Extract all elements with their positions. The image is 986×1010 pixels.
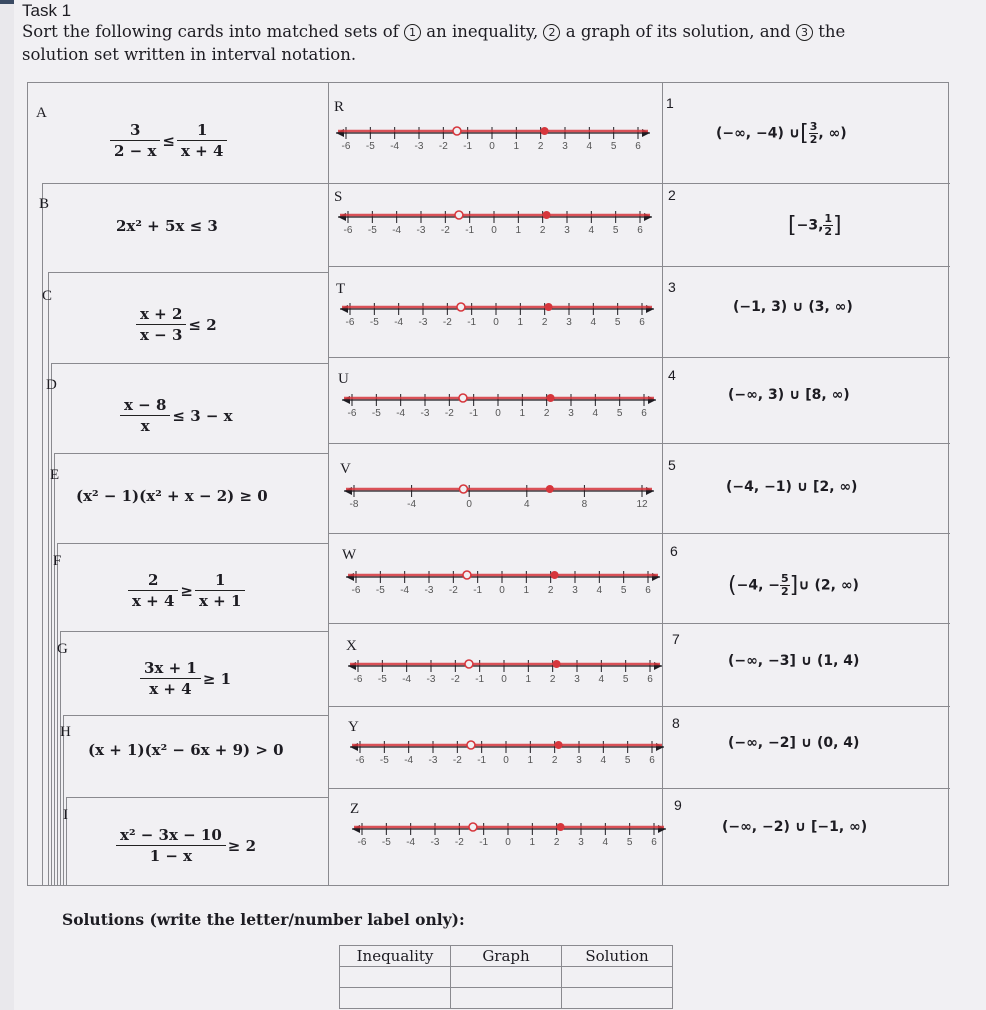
graph-label-W: W	[342, 547, 357, 563]
tick-label: -2	[438, 141, 448, 152]
tick-label: 5	[620, 585, 627, 596]
tick-label: -1	[465, 225, 475, 236]
tick-label: -3	[430, 837, 440, 848]
closed-endpoint	[555, 741, 563, 749]
tick-label: 2	[553, 837, 560, 848]
numerator: 1	[177, 121, 227, 141]
operator: ≤ 3 − x	[172, 406, 233, 425]
bracket: [	[800, 121, 809, 146]
open-endpoint	[463, 571, 471, 579]
tick-label: 5	[624, 755, 631, 766]
open-endpoint	[459, 485, 467, 493]
tick-label: -6	[353, 674, 363, 685]
solution-8: (−∞, −2] ∪ (0, 4)	[728, 735, 860, 751]
solution-number-8: 8	[672, 715, 680, 731]
operator: ≤ 2	[188, 315, 217, 334]
bracket: [	[788, 213, 797, 238]
tick-label: 3	[576, 755, 582, 766]
tick-label: -2	[442, 317, 452, 328]
tick-label: -4	[402, 674, 412, 685]
card-label-D: D	[46, 377, 57, 393]
tick-label: 4	[596, 585, 603, 596]
tick-label: -3	[416, 225, 426, 236]
instructions-line-2: solution set written in interval notation.	[22, 45, 357, 64]
open-endpoint	[459, 394, 467, 402]
tick-label: -4	[394, 317, 404, 328]
solution-1	[716, 121, 847, 146]
tick-label: 6	[647, 674, 653, 685]
tick-label: 1	[523, 585, 530, 596]
tick-label: -6	[355, 755, 365, 766]
tick-label: 4	[524, 499, 530, 510]
tick-label: -2	[444, 408, 454, 419]
denominator: 1 − x	[149, 847, 193, 865]
closed-endpoint	[557, 823, 565, 831]
bracket: ]	[833, 213, 842, 238]
bracket: (	[728, 573, 737, 598]
card-label-A: A	[36, 105, 47, 121]
closed-endpoint	[551, 571, 559, 579]
solution-3: (−1, 3) ∪ (3, ∞)	[733, 299, 853, 315]
tick-label: -5	[375, 585, 385, 596]
tick-label: 3	[572, 585, 578, 596]
tick-label: -3	[428, 755, 438, 766]
operator: ≤	[162, 131, 175, 150]
tick-label: -2	[440, 225, 450, 236]
open-endpoint	[469, 823, 477, 831]
task-title: Task 1	[22, 1, 72, 20]
tick-label: -3	[420, 408, 430, 419]
column-graph: Graph	[451, 946, 562, 967]
column-solution: Solution	[562, 946, 673, 967]
inequality-B: 2x² + 5x ≤ 3	[116, 217, 218, 235]
tick-label: 5	[626, 837, 633, 848]
tick-label: -3	[418, 317, 428, 328]
tick-label: 2	[539, 225, 546, 236]
tick-label: -1	[469, 408, 479, 419]
tick-label: 2	[549, 674, 556, 685]
tick-label: -5	[371, 408, 381, 419]
numerator: 2	[128, 571, 178, 591]
tick-label: 1	[527, 755, 534, 766]
tick-label: -2	[452, 755, 462, 766]
instructions-part-1: an inequality,	[426, 22, 539, 41]
graph-label-R: R	[334, 99, 345, 115]
answer-cell[interactable]	[340, 988, 451, 1009]
closed-endpoint	[547, 394, 555, 402]
tick-label: 0	[489, 141, 495, 152]
numerator: 3	[809, 120, 818, 133]
solution-number-6: 6	[670, 543, 678, 559]
tick-label: 4	[590, 317, 597, 328]
solution-9: (−∞, −2) ∪ [−1, ∞)	[722, 819, 868, 835]
inequality-E: (x² − 1)(x² + x − 2) ≥ 0	[76, 487, 268, 505]
operator: ≥ 2	[227, 836, 257, 855]
tick-label: 4	[588, 225, 595, 236]
solution-number-2: 2	[668, 187, 676, 203]
tick-label: -4	[407, 499, 417, 510]
graph-label-Y: Y	[348, 719, 359, 735]
tick-label: 1	[517, 317, 524, 328]
tick-label: 5	[612, 225, 619, 236]
tick-label: -4	[392, 225, 402, 236]
tick-label: 5	[616, 408, 623, 419]
solution-6	[728, 573, 859, 598]
instructions-part-3: the	[818, 22, 846, 41]
tick-label: 1	[515, 225, 522, 236]
denominator: x + 1	[198, 592, 242, 610]
solution-number-3: 3	[668, 279, 676, 295]
graph-label-Z: Z	[350, 801, 360, 817]
numerator: x² − 3x − 10	[116, 826, 226, 846]
tick-label: -5	[377, 674, 387, 685]
tick-label: 4	[586, 141, 593, 152]
tick-label: -4	[404, 755, 414, 766]
answer-cell[interactable]	[562, 967, 673, 988]
tick-label: -6	[341, 141, 351, 152]
numerator: 5	[781, 572, 789, 585]
tick-label: -5	[369, 317, 379, 328]
tick-label: 6	[641, 408, 647, 419]
tick-label: 6	[637, 225, 643, 236]
graph-label-U: U	[338, 371, 349, 387]
circled-number-3: 3	[796, 24, 813, 41]
open-endpoint	[467, 741, 475, 749]
open-endpoint	[455, 211, 463, 219]
tick-label: -1	[467, 317, 477, 328]
numerator: 1	[195, 571, 245, 591]
tick-label: 0	[501, 674, 507, 685]
open-endpoint	[465, 660, 473, 668]
tick-label: 0	[493, 317, 499, 328]
solution-2	[788, 213, 842, 238]
tick-label: -8	[349, 499, 359, 510]
tick-label: -3	[424, 585, 434, 596]
solution-number-4: 4	[668, 367, 676, 383]
closed-endpoint	[546, 485, 554, 493]
column-inequality: Inequality	[340, 946, 451, 967]
tick-label: 5	[622, 674, 629, 685]
closed-endpoint	[541, 127, 549, 135]
circled-number-1: 1	[404, 24, 421, 41]
tick-label: 6	[645, 585, 651, 596]
numerator: x − 8	[120, 396, 170, 416]
answer-cell[interactable]	[340, 967, 451, 988]
graph-label-V: V	[340, 461, 351, 477]
denominator: x	[140, 417, 150, 435]
denominator: x + 4	[149, 680, 192, 698]
denominator: 2	[781, 585, 789, 598]
tick-label: 4	[602, 837, 609, 848]
tick-label: 0	[499, 585, 505, 596]
solution-number-1: 1	[666, 95, 674, 111]
answer-cell[interactable]	[451, 988, 562, 1009]
task-instructions	[22, 20, 922, 66]
graph-label-S: S	[334, 189, 343, 205]
tick-label: -4	[390, 141, 400, 152]
tick-label: 3	[568, 408, 574, 419]
tick-label: -5	[367, 225, 377, 236]
closed-endpoint	[553, 660, 561, 668]
graph-label-X: X	[346, 638, 357, 654]
tick-label: -4	[396, 408, 406, 419]
answer-cell[interactable]	[562, 988, 673, 1009]
tick-label: -6	[347, 408, 357, 419]
solution-text: (−∞, −4) ∪	[716, 125, 801, 142]
tick-label: 3	[562, 141, 568, 152]
card-label-G: G	[57, 641, 68, 657]
tick-label: -4	[406, 837, 416, 848]
solutions-note: Solutions (write the letter/number label only):	[62, 910, 465, 929]
solution-number-9: 9	[674, 797, 682, 813]
tick-label: 0	[503, 755, 509, 766]
tick-label: 0	[505, 837, 511, 848]
closed-endpoint	[545, 303, 553, 311]
tick-label: -4	[400, 585, 410, 596]
tick-label: 1	[525, 674, 532, 685]
tick-label: 5	[610, 141, 617, 152]
tick-label: -2	[450, 674, 460, 685]
card-label-E: E	[50, 467, 60, 483]
tick-label: -5	[381, 837, 391, 848]
tick-label: 5	[614, 317, 621, 328]
tick-label: 0	[491, 225, 497, 236]
instructions-part-2: a graph of its solution, and	[565, 22, 791, 41]
tick-label: -2	[448, 585, 458, 596]
tick-label: 6	[651, 837, 657, 848]
numerator: 3x + 1	[140, 659, 201, 679]
solution-text: , ∞)	[818, 125, 847, 142]
denominator: 2 − x	[114, 142, 157, 160]
denominator: x + 4	[180, 142, 224, 160]
solution-7: (−∞, −3] ∪ (1, 4)	[728, 653, 860, 669]
denominator: 2	[824, 225, 833, 238]
tick-label: 6	[649, 755, 655, 766]
tick-label: -6	[343, 225, 353, 236]
circled-number-2: 2	[543, 24, 560, 41]
tick-label: -5	[365, 141, 375, 152]
instructions-text: Sort the following cards into matched sets of	[22, 22, 399, 41]
tick-label: 3	[574, 674, 580, 685]
tick-label: -1	[475, 674, 485, 685]
tick-label: -6	[357, 837, 367, 848]
tick-label: -5	[379, 755, 389, 766]
card-label-F: F	[53, 553, 62, 569]
tick-label: 6	[635, 141, 641, 152]
denominator: x + 4	[132, 592, 175, 610]
tick-label: -6	[351, 585, 361, 596]
solution-number-7: 7	[672, 631, 680, 647]
solution-text: ∪ (2, ∞)	[798, 577, 859, 594]
tick-label: 4	[592, 408, 599, 419]
tick-label: 2	[541, 317, 548, 328]
denominator: x − 3	[140, 326, 183, 344]
tick-label: -1	[473, 585, 483, 596]
solution-number-5: 5	[668, 457, 676, 473]
card-label-B: B	[39, 196, 50, 212]
tick-label: -6	[345, 317, 355, 328]
tick-label: -3	[414, 141, 424, 152]
tick-label: -2	[454, 837, 464, 848]
numerator: 3	[110, 121, 160, 141]
tick-label: -1	[463, 141, 473, 152]
tick-label: 2	[543, 408, 550, 419]
solution-5: (−4, −1) ∪ [2, ∞)	[726, 479, 858, 495]
tick-label: 0	[466, 499, 472, 510]
tick-label: 3	[566, 317, 572, 328]
closed-endpoint	[543, 211, 551, 219]
operator: ≥ 1	[202, 669, 232, 688]
numerator: x + 2	[136, 305, 186, 325]
tick-label: 4	[598, 674, 605, 685]
tick-label: 2	[547, 585, 554, 596]
numerator: 1	[824, 212, 833, 225]
tick-label: 1	[513, 141, 520, 152]
answer-table	[339, 945, 673, 1009]
tick-label: 3	[564, 225, 570, 236]
inequality-H: (x + 1)(x² − 6x + 9) > 0	[88, 741, 284, 759]
card-label-C: C	[42, 288, 53, 304]
tick-label: 4	[600, 755, 607, 766]
tick-label: -1	[479, 837, 489, 848]
graph-label-T: T	[336, 281, 346, 297]
tick-label: 2	[537, 141, 544, 152]
bracket: ]	[789, 573, 799, 598]
answer-cell[interactable]	[451, 967, 562, 988]
card-label-I: I	[63, 807, 68, 823]
tick-label: 3	[578, 837, 584, 848]
tick-label: 8	[581, 499, 588, 510]
open-endpoint	[457, 303, 465, 311]
operator: ≥	[180, 581, 193, 600]
solution-4: (−∞, 3) ∪ [8, ∞)	[728, 387, 850, 403]
tick-label: 12	[636, 499, 648, 510]
tick-label: 1	[529, 837, 536, 848]
tick-label: -3	[426, 674, 436, 685]
tick-label: 1	[519, 408, 526, 419]
tick-label: 0	[495, 408, 501, 419]
solution-text: −4, −	[736, 577, 780, 594]
solution-text: −3,	[796, 217, 824, 234]
denominator: 2	[809, 133, 818, 146]
tick-label: 2	[551, 755, 558, 766]
tick-label: -1	[477, 755, 487, 766]
card-grid	[27, 82, 949, 886]
open-endpoint	[453, 127, 461, 135]
card-label-H: H	[60, 724, 71, 740]
tick-label: 6	[639, 317, 645, 328]
